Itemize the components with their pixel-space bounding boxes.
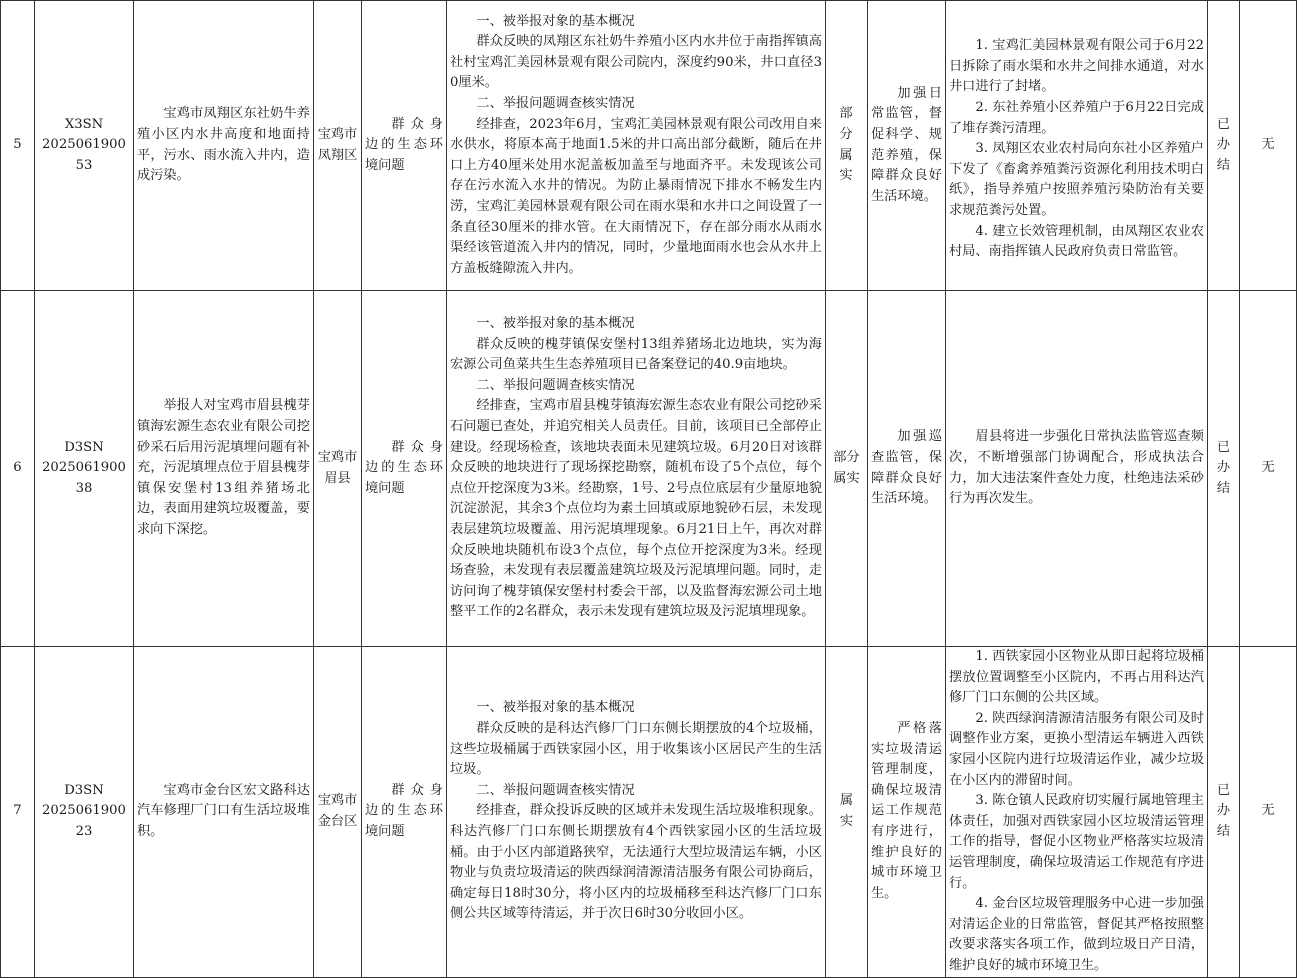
region [314, 647, 362, 978]
region-city: 宝鸡市 [317, 793, 358, 809]
handling-measure [868, 291, 946, 647]
rectification-item: 3. 陈仓镇人民政府切实履行属地管理主体责任，加强对西铁家园小区垃圾清运管理工作的指导，督促小区物业严格落实垃圾清运管理制度，确保垃圾清运工作规范有序进行。 [949, 793, 1204, 891]
region [314, 1, 362, 291]
status [1208, 1, 1240, 291]
case-code [35, 1, 134, 291]
row-index: 7 [1, 647, 35, 978]
region-district: 眉县 [324, 470, 351, 486]
handling-measure-text: 严格落实垃圾清运管理制度，确保垃圾清运工作规范有序进行，维护良好的城市环境卫生。 [871, 721, 942, 901]
complaint-summary [134, 291, 314, 647]
handling-measure [868, 647, 946, 978]
case-code [35, 647, 134, 978]
result-heading-1: 一、被举报对象的基本概况 [476, 13, 635, 29]
table-row [1, 1, 1297, 291]
complaint-summary [134, 647, 314, 978]
region [314, 291, 362, 647]
penalty: 无 [1240, 647, 1297, 978]
investigation-result [447, 1, 826, 291]
rectification-item: 1. 宝鸡汇美园林景观有限公司于6月22日拆除了雨水渠和水井之间排水通道，对水井口进行了封堵。 [949, 38, 1204, 95]
region-city: 宝鸡市 [317, 126, 358, 142]
case-code-number: 202506190038 [42, 460, 126, 496]
rectification [946, 291, 1208, 647]
rectification [946, 1, 1208, 291]
penalty: 无 [1240, 1, 1297, 291]
row-index: 6 [1, 291, 35, 647]
row-index: 5 [1, 1, 35, 291]
result-paragraph: 群众反映的是科达汽修厂门口东侧长期摆放的4个垃圾桶，这些垃圾桶属于西铁家园小区，用于收集该小区居民产生的生活垃圾。 [450, 721, 822, 778]
issue-type-text: 群众身边的生态环境问题 [365, 782, 443, 840]
status-text: 已办结 [1216, 782, 1231, 840]
investigation-result [447, 647, 826, 978]
region-district: 凤翔区 [317, 147, 358, 163]
status-text: 已办结 [1216, 439, 1231, 496]
result-heading-1: 一、被举报对象的基本概况 [476, 316, 635, 332]
rectification-item: 1. 西铁家园小区物业从即日起将垃圾桶摆放位置调整至小区院内，不再占用科达汽修厂门口东侧的公共区域。 [949, 649, 1204, 706]
complaint-summary [134, 1, 314, 291]
rectification [946, 647, 1208, 978]
result-heading-1: 一、被举报对象的基本概况 [476, 700, 635, 716]
verdict-text: 属实 [839, 793, 854, 829]
handling-measure-text: 加强巡查监管，保障群众良好生活环境。 [871, 429, 942, 507]
issue-type [362, 1, 447, 291]
handling-measure [868, 1, 946, 291]
case-code-number: 202506190053 [42, 137, 126, 173]
table-row [1, 291, 1297, 647]
rectification-item: 4. 建立长效管理机制，由凤翔区农业农村局、南指挥镇人民政府负责日常监管。 [949, 223, 1204, 260]
rectification-item: 3. 凤翔区农业农村局向东社小区养殖户下发了《畜禽养殖粪污资源化利用技术明白纸》，指导养殖户按照养殖污染防治有关要求规范粪污处置。 [949, 141, 1204, 218]
result-paragraph: 群众反映的槐芽镇保安堡村13组养猪场北边地块，实为海宏源公司鱼菜共生生态养殖项目已备案登记的40.9亩地块。 [450, 336, 822, 373]
result-paragraph: 经排查，宝鸡市眉县槐芽镇海宏源生态农业有限公司挖砂采石问题已查处，并追究相关人员责任。目前，该项目已全部停止建设。经现场检查，该地块表面未见建筑垃圾。6月20日对该群众反映的地块进行了现场探挖勘察，随机布设了5个点位，每个点位开挖深度为3米。经勘察，1号、2号点位底层有少量原地貌沉淀淤泥，其余3个点位均为素土回填或原地貌砂石层，未发现表层建筑垃圾覆盖、用污泥填埋现象。6月21日上午，再次对群众反映地块随机布设3个点位，每个点位开挖深度为3米。经现场查验，未发现有表层覆盖建筑垃圾及污泥填埋问题。同时，走访问询了槐芽镇保安堡村村委会干部，以及监督海宏源公司土地整平工作的2名群众，表示未发现有建筑垃圾及污泥填埋现象。 [450, 398, 822, 620]
complaint-summary-text: 举报人对宝鸡市眉县槐芽镇海宏源生态农业有限公司挖砂采石后用污泥填埋问题有补充，污泥填埋点位于眉县槐芽镇保安堡村13组养猪场北边，表面用建筑垃圾覆盖，要求向下深挖。 [137, 398, 310, 537]
result-paragraph: 经排查，2023年6月，宝鸡汇美园林景观有限公司改用自来水供水，将原本高于地面1.5米的井口高出部分截断，随后在井口上方40厘米处用水泥盖板加盖至与地面齐平。未发现该公司存在污水流入水井的情况。为防止暴雨情况下排水不畅发生内涝，宝鸡汇美园林景观有限公司在雨水渠和水井口之间设置了一条直径30厘米的排水管。在大雨情况下，存在部分雨水从雨水渠经该管道流入井内的情况，同时，少量地面雨水也会从水井上方盖板缝隙流入井内。 [450, 116, 822, 276]
result-paragraph: 群众反映的凤翔区东社奶牛养殖小区内水井位于南指挥镇高社村宝鸡汇美园林景观有限公司院内，深度约90米，井口直径30厘米。 [450, 34, 822, 91]
issue-type-text: 群众身边的生态环境问题 [365, 439, 443, 496]
verdict [826, 291, 868, 647]
investigation-result [447, 291, 826, 647]
verdict-text: 部分属实 [833, 449, 860, 486]
status-text: 已办结 [1216, 116, 1231, 173]
result-paragraph: 经排查，群众投诉反映的区域并未发现生活垃圾堆积现象。科达汽修厂门口东侧长期摆放有4个西铁家园小区的生活垃圾桶。由于小区内部道路狭窄，无法通行大型垃圾清运车辆，小区物业与负责垃圾清运的陕西绿润清源清洁服务有限公司协商后，确定每日18时30分，将小区内的垃圾桶移至科达汽修厂门口东侧公共区域等待清运，并于次日6时30分收回小区。 [450, 803, 822, 922]
case-code-prefix: D3SN [64, 782, 104, 798]
rectification-item: 2. 东社养殖小区养殖户于6月22日完成了堆存粪污清理。 [949, 100, 1204, 136]
rectification-item: 2. 陕西绿润清源清洁服务有限公司及时调整作业方案，更换小型清运车辆进入西铁家园小区院内进行垃圾清运作业，减少垃圾在小区内的滞留时间。 [949, 710, 1204, 788]
verdict [826, 647, 868, 978]
penalty: 无 [1240, 291, 1297, 647]
table-row [1, 647, 1297, 978]
issue-type-text: 群众身边的生态环境问题 [365, 116, 443, 173]
complaint-summary-text: 宝鸡市金台区宏文路科达汽车修理厂门口有生活垃圾堆积。 [137, 782, 310, 840]
result-heading-2: 二、举报问题调查核实情况 [476, 96, 635, 112]
handling-measure-text: 加强日常监管，督促科学、规范养殖，保障群众良好生活环境。 [871, 85, 942, 204]
case-code-prefix: X3SN [64, 116, 104, 132]
rectification-item: 眉县将进一步强化日常执法监管巡查频次，不断增强部门协调配合，形成执法合力，加大违法案件查处力度，杜绝违法采砂行为再次发生。 [949, 429, 1204, 507]
issue-type [362, 291, 447, 647]
rectification-item: 4. 金台区垃圾管理服务中心进一步加强对清运企业的日常监管，督促其严格按照整改要求落实各项工作，做到垃圾日产日清，维护良好的城市环境卫生。 [949, 896, 1204, 973]
verdict [826, 1, 868, 291]
complaint-summary-text: 宝鸡市凤翔区东社奶牛养殖小区内水井高度和地面持平，污水、雨水流入井内，造成污染。 [137, 106, 310, 184]
status [1208, 291, 1240, 647]
status [1208, 647, 1240, 978]
case-code-prefix: D3SN [64, 439, 104, 455]
region-city: 宝鸡市 [317, 449, 358, 465]
verdict-text: 部分属实 [839, 106, 854, 184]
case-code [35, 291, 134, 647]
result-heading-2: 二、举报问题调查核实情况 [476, 377, 635, 393]
result-heading-2: 二、举报问题调查核实情况 [476, 782, 635, 798]
issue-type [362, 647, 447, 978]
region-district: 金台区 [317, 813, 358, 829]
case-code-number: 202506190023 [42, 803, 126, 840]
